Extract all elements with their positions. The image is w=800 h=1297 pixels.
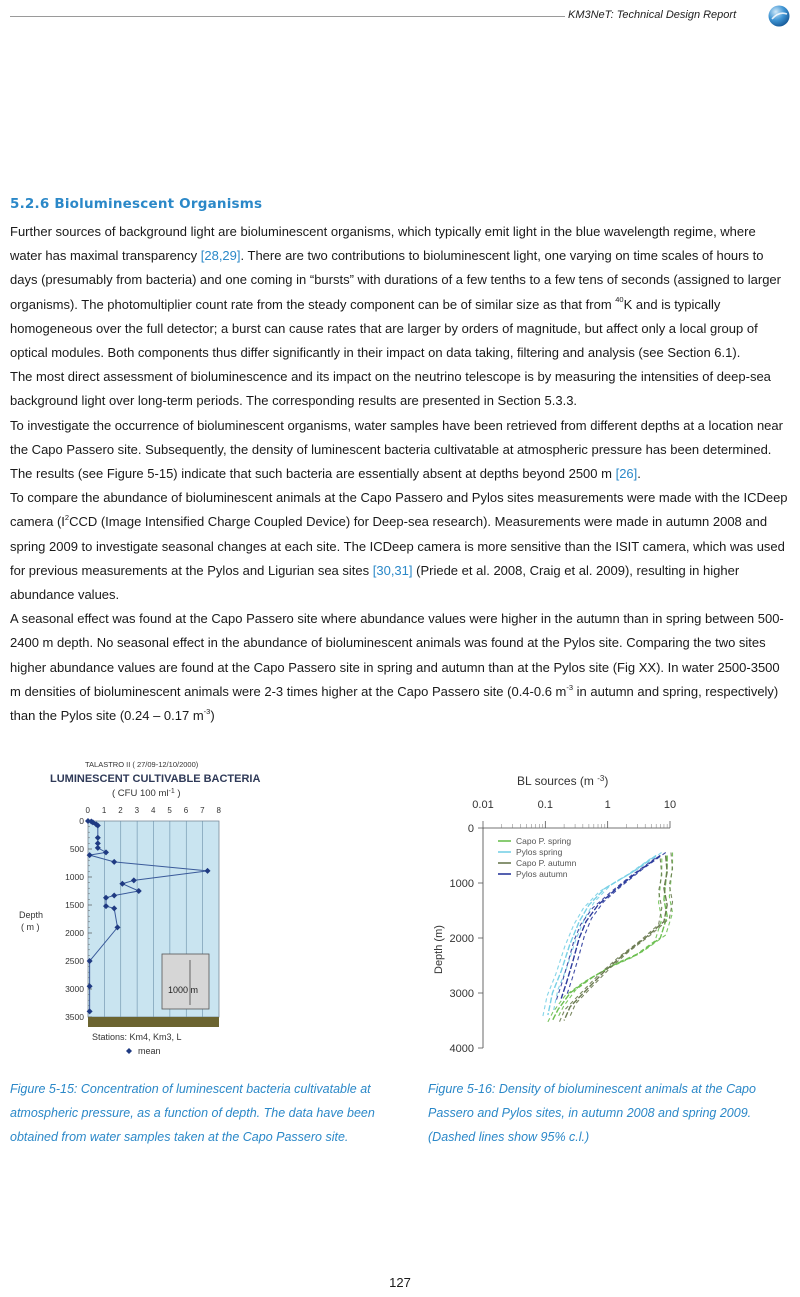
x-tick-label: 0.1 <box>537 799 553 811</box>
legend-label: Pylos autumn <box>516 869 568 879</box>
header-rule <box>10 16 565 17</box>
series-confidence-band <box>556 859 655 1002</box>
y-tick-label: 3500 <box>65 1012 84 1022</box>
citation-link[interactable]: [28,29] <box>200 248 241 264</box>
chart-subtitle: ( CFU 100 $ml^{-1}$ ) <box>112 788 181 799</box>
paragraph <box>10 365 790 413</box>
y-tick-label: 2500 <box>65 956 84 966</box>
paragraph-text: To compare the abundance of bioluminescent animals at the Capo Passero and Pylos sites measurements were made with the ICDeep camera (I <box>10 490 788 530</box>
citation-link[interactable]: [30,31] <box>372 562 413 578</box>
paragraph <box>10 607 790 728</box>
legend-label: mean <box>138 1046 161 1056</box>
seafloor-band <box>88 1017 219 1027</box>
legend-label: Capo P. spring <box>516 836 572 846</box>
paragraph-text: . There are two contributions to bioluminescent light, one varying on time scales of hours to days (presumably from bacteria) and one coming in “bursts” with durations of a few tenths to a few tens of seconds (assigned to larger organisms). The photomultiplier count rate from the steady component can be of similar size as that from <box>10 248 781 312</box>
running-header: KM3NeT: Technical Design Report <box>568 9 737 21</box>
y-tick-label: 1000 <box>65 872 84 882</box>
y-tick-label: 500 <box>69 844 84 854</box>
figure-5-16-caption: Figure 5-16: Density of bioluminescent animals at the Capo Passero and Pylos sites, in autumn 2008 and spring 2009. (Dashed lines show 95% c.l.) <box>428 1082 756 1144</box>
y-tick-label: 0 <box>79 816 84 826</box>
series-confidence-band <box>559 859 662 1024</box>
paragraph-text: Further sources of background light are bioluminescent organisms, which typically emit light in the blue wavelength regime, where water has maximal transparency <box>10 224 756 264</box>
legend-marker-icon <box>126 1048 132 1054</box>
figure-5-15-caption: Figure 5-15: Concentration of luminescent bacteria cultivatable at atmospheric pressure, as a function of depth. The data have been obtained from water samples taken at the Capo Passero site. <box>10 1082 375 1144</box>
page-number: 127 <box>389 1275 411 1290</box>
paragraph <box>10 486 790 607</box>
scale-box <box>162 954 209 1009</box>
chart-footer: Stations: Km4, Km3, L <box>92 1032 182 1042</box>
legend-label: Pylos spring <box>516 847 563 857</box>
paragraph-text: A seasonal effect was found at the Capo Passero site where abundance values were higher in the autumn than in spring between 500-2400 m depth. No seasonal effect in the abundance of bioluminescent animals was found at the Pylos site. Comparing the two sites higher abundance values are found at the Capo Passero site in spring and autumn than at the Pylos site (Fig XX). In water 2500-3500 m densities of bioluminescent animals were 2-3 times higher at the Capo Passero site (0.4-0.6 m <box>10 611 784 699</box>
superscript: 40 <box>615 295 624 305</box>
y-tick-label: 1500 <box>65 900 84 910</box>
citation-link[interactable]: [26] <box>615 466 638 482</box>
superscript: -3 <box>566 682 574 692</box>
x-tick-label: 0.01 <box>472 799 494 811</box>
y-axis-label: Depth (m) <box>433 925 445 974</box>
x-tick-label: 6 <box>183 806 189 815</box>
paragraph-text: . <box>637 466 641 482</box>
x-tick-label: 3 <box>134 806 140 815</box>
series-confidence-band <box>547 859 662 1024</box>
body-text <box>10 220 790 728</box>
paragraph-text: ) <box>210 708 215 724</box>
series-line-0 <box>552 856 667 1021</box>
paragraph-text: The most direct assessment of bioluminescence and its impact on the neutrino telescope is by measuring the intensities of deep-sea background light over long-term periods. The corresponding results are presented in Section 5.3.3. <box>10 369 771 409</box>
series-confidence-band <box>553 853 661 1013</box>
y-axis-label-line2: ( m ) <box>21 922 40 932</box>
figure-5-15-bacteria-chart <box>10 755 280 1065</box>
x-tick-label: 1 <box>604 799 611 811</box>
km3net-logo-icon <box>768 5 790 27</box>
paragraph <box>10 220 790 365</box>
y-tick-label: 2000 <box>449 933 474 945</box>
x-tick-label: 1 <box>101 806 107 815</box>
paragraph-text: in autumn and spring, respectively) than the Pylos site (0.24 – 0.17 m <box>10 683 779 724</box>
paragraph-text: To investigate the occurrence of bioluminescent organisms, water samples have been retrieved from different depths at a location near the Capo Passero site. Subsequently, the density of luminescent bacteria cultivatable at atmospheric pressure has been determined. The results (see Figure 5-15) indicate that such bacteria are essentially absent at depths beyond 2500 m <box>10 417 783 482</box>
paragraph-text: (Priede et al. 2008, Craig et al. 2009), resulting in higher abundance values. <box>10 562 740 603</box>
series-confidence-band <box>543 859 651 1019</box>
y-axis-label-line1: Depth <box>19 910 44 920</box>
chart-top-label: TALASTRO II ( 27/09-12/10/2000) <box>85 760 199 769</box>
superscript: -3 <box>203 706 211 716</box>
series-line-3 <box>561 856 660 999</box>
paragraph <box>10 414 790 487</box>
superscript: 2 <box>64 513 70 523</box>
scale-box-label: 1000 m <box>168 985 199 995</box>
x-tick-label: 0 <box>85 806 90 815</box>
legend-label: Capo P. autumn <box>516 858 577 868</box>
y-tick-label: 1000 <box>449 878 474 890</box>
y-tick-label: 3000 <box>65 984 84 994</box>
chart-title: LUMINESCENT CULTIVABLE BACTERIA <box>50 773 261 785</box>
x-tick-label: 5 <box>167 806 172 815</box>
figure-5-16-bl-sources-chart <box>420 766 690 1066</box>
y-tick-label: 3000 <box>449 988 474 1000</box>
y-tick-label: 0 <box>467 823 474 835</box>
x-tick-label: 4 <box>151 806 156 815</box>
series-confidence-band <box>558 853 673 1018</box>
x-tick-label: 2 <box>118 806 123 815</box>
x-tick-label: 8 <box>216 806 221 815</box>
y-tick-label: 4000 <box>449 1043 474 1055</box>
chart-title: BL sources (m $^{-3}$) <box>517 774 609 788</box>
section-heading: 5.2.6 Bioluminescent Organisms <box>10 196 263 212</box>
y-tick-label: 2000 <box>65 928 84 938</box>
x-tick-label: 10 <box>663 799 677 811</box>
paragraph-text: K and is typically homogeneous over the full detector; a burst can cause rates that are larger by orders of magnitude, but affect only a local group of optical modules. Both components thus differ significantly in their impact on data taking, filtering and analysis (see Section 6.1). <box>10 296 758 361</box>
x-tick-label: 7 <box>200 806 205 815</box>
paragraph-text: CCD (Image Intensified Charge Coupled Device) for Deep-sea research). Measurements were made in autumn 2008 and spring 2009 to investigate seasonal changes at each site. The ICDeep camera is more sensitive than the ISIT camera, which was used for previous measurements at the Pylos and Ligurian sea sites <box>10 514 785 578</box>
